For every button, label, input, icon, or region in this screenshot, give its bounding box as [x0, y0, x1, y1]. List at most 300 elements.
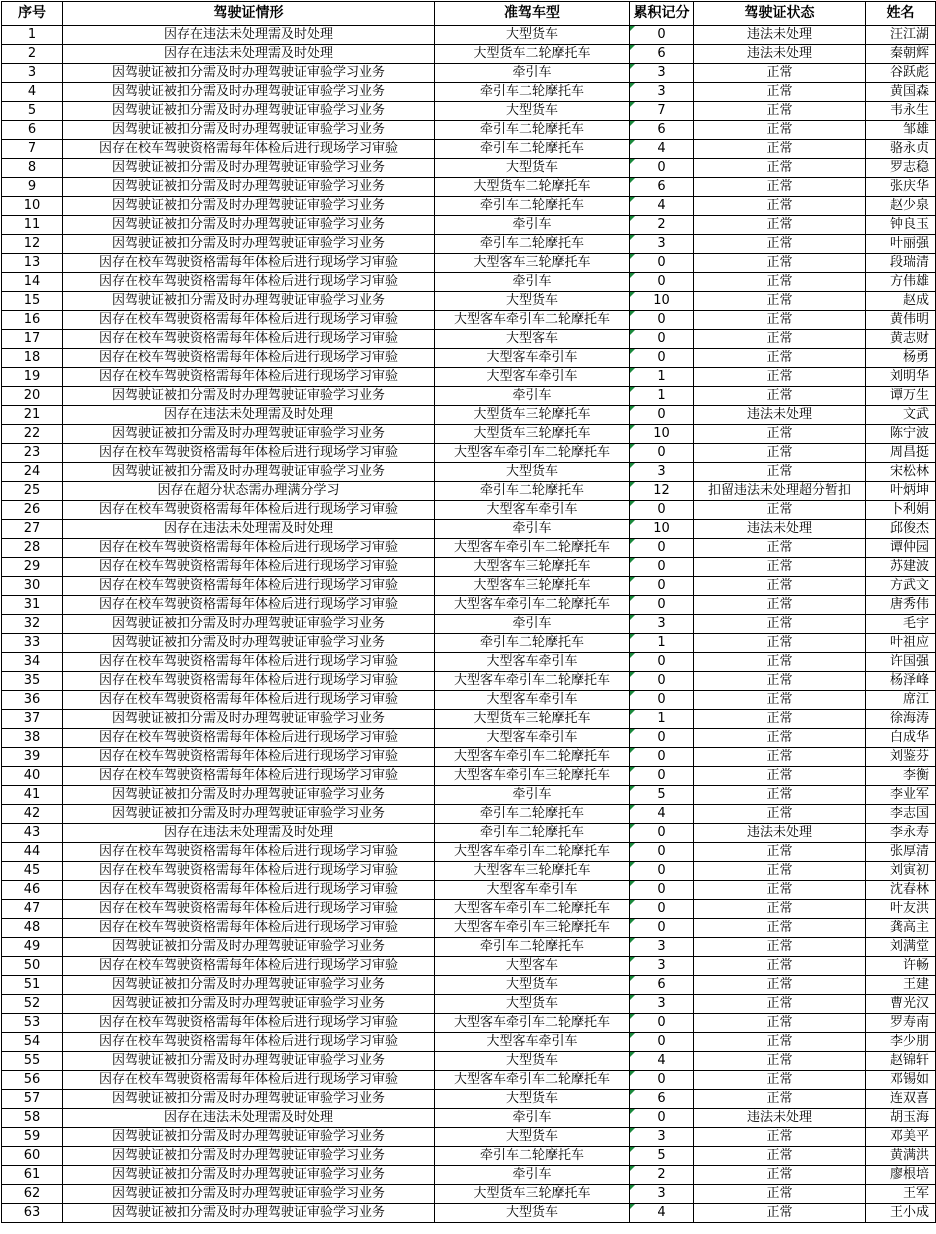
cell-points[interactable]: 0: [630, 501, 694, 520]
cell-name[interactable]: 叶炳坤: [866, 482, 936, 501]
cell-vehicle-class[interactable]: 牵引车二轮摩托车: [435, 140, 630, 159]
cell-name[interactable]: 王建: [866, 976, 936, 995]
cell-license-status[interactable]: 正常: [694, 691, 866, 710]
cell-points[interactable]: 0: [630, 577, 694, 596]
cell-index[interactable]: 3: [2, 64, 63, 83]
cell-index[interactable]: 39: [2, 748, 63, 767]
cell-vehicle-class[interactable]: 大型货车: [435, 1204, 630, 1223]
cell-vehicle-class[interactable]: 大型客车牵引车二轮摩托车: [435, 444, 630, 463]
cell-name[interactable]: 罗志稳: [866, 159, 936, 178]
cell-points[interactable]: 6: [630, 1090, 694, 1109]
cell-name[interactable]: 秦朝辉: [866, 45, 936, 64]
cell-name[interactable]: 刘寅初: [866, 862, 936, 881]
cell-license-status[interactable]: 正常: [694, 349, 866, 368]
cell-name[interactable]: 段瑞清: [866, 254, 936, 273]
cell-license-status[interactable]: 违法未处理: [694, 520, 866, 539]
cell-index[interactable]: 10: [2, 197, 63, 216]
cell-index[interactable]: 62: [2, 1185, 63, 1204]
cell-license-situation[interactable]: 因驾驶证被扣分需及时办理驾驶证审验学习业务: [63, 235, 435, 254]
cell-license-situation[interactable]: 因存在校车驾驶资格需每年体检后进行现场学习审验: [63, 748, 435, 767]
cell-points[interactable]: 1: [630, 387, 694, 406]
cell-license-status[interactable]: 正常: [694, 1071, 866, 1090]
cell-name[interactable]: 徐海涛: [866, 710, 936, 729]
cell-license-status[interactable]: 正常: [694, 178, 866, 197]
cell-index[interactable]: 40: [2, 767, 63, 786]
cell-license-status[interactable]: 违法未处理: [694, 26, 866, 45]
cell-index[interactable]: 33: [2, 634, 63, 653]
cell-license-status[interactable]: 正常: [694, 900, 866, 919]
cell-index[interactable]: 17: [2, 330, 63, 349]
cell-license-situation[interactable]: 因驾驶证被扣分需及时办理驾驶证审验学习业务: [63, 121, 435, 140]
cell-points[interactable]: 0: [630, 881, 694, 900]
cell-vehicle-class[interactable]: 牵引车: [435, 273, 630, 292]
cell-points[interactable]: 0: [630, 691, 694, 710]
cell-license-situation[interactable]: 因存在校车驾驶资格需每年体检后进行现场学习审验: [63, 349, 435, 368]
cell-license-situation[interactable]: 因驾驶证被扣分需及时办理驾驶证审验学习业务: [63, 1204, 435, 1223]
cell-vehicle-class[interactable]: 牵引车: [435, 520, 630, 539]
cell-index[interactable]: 32: [2, 615, 63, 634]
cell-index[interactable]: 9: [2, 178, 63, 197]
cell-index[interactable]: 48: [2, 919, 63, 938]
cell-license-situation[interactable]: 因存在违法未处理需及时处理: [63, 1109, 435, 1128]
cell-name[interactable]: 赵锦轩: [866, 1052, 936, 1071]
cell-name[interactable]: 毛宇: [866, 615, 936, 634]
cell-points[interactable]: 3: [630, 957, 694, 976]
cell-points[interactable]: 0: [630, 1109, 694, 1128]
cell-license-situation[interactable]: 因存在校车驾驶资格需每年体检后进行现场学习审验: [63, 1071, 435, 1090]
cell-vehicle-class[interactable]: 大型客车三轮摩托车: [435, 254, 630, 273]
cell-vehicle-class[interactable]: 牵引车二轮摩托车: [435, 235, 630, 254]
cell-vehicle-class[interactable]: 牵引车二轮摩托车: [435, 121, 630, 140]
cell-name[interactable]: 黄国森: [866, 83, 936, 102]
cell-vehicle-class[interactable]: 大型货车三轮摩托车: [435, 425, 630, 444]
cell-index[interactable]: 28: [2, 539, 63, 558]
cell-points[interactable]: 6: [630, 976, 694, 995]
cell-points[interactable]: 3: [630, 1128, 694, 1147]
cell-vehicle-class[interactable]: 大型货车: [435, 976, 630, 995]
cell-index[interactable]: 14: [2, 273, 63, 292]
cell-index[interactable]: 35: [2, 672, 63, 691]
cell-name[interactable]: 黄伟明: [866, 311, 936, 330]
cell-index[interactable]: 55: [2, 1052, 63, 1071]
cell-points[interactable]: 3: [630, 995, 694, 1014]
cell-vehicle-class[interactable]: 大型货车: [435, 26, 630, 45]
cell-license-status[interactable]: 正常: [694, 64, 866, 83]
cell-license-situation[interactable]: 因存在校车驾驶资格需每年体检后进行现场学习审验: [63, 368, 435, 387]
header-name[interactable]: 姓名: [866, 2, 936, 26]
cell-license-status[interactable]: 正常: [694, 1052, 866, 1071]
cell-name[interactable]: 方伟雄: [866, 273, 936, 292]
cell-index[interactable]: 8: [2, 159, 63, 178]
cell-vehicle-class[interactable]: 大型客车牵引车二轮摩托车: [435, 1014, 630, 1033]
cell-points[interactable]: 0: [630, 748, 694, 767]
cell-name[interactable]: 沈春林: [866, 881, 936, 900]
cell-name[interactable]: 苏建波: [866, 558, 936, 577]
cell-name[interactable]: 文武: [866, 406, 936, 425]
cell-index[interactable]: 1: [2, 26, 63, 45]
cell-license-situation[interactable]: 因驾驶证被扣分需及时办理驾驶证审验学习业务: [63, 995, 435, 1014]
cell-license-status[interactable]: 正常: [694, 235, 866, 254]
cell-license-status[interactable]: 正常: [694, 273, 866, 292]
cell-license-status[interactable]: 正常: [694, 767, 866, 786]
cell-vehicle-class[interactable]: 大型货车: [435, 159, 630, 178]
cell-license-status[interactable]: 正常: [694, 653, 866, 672]
cell-name[interactable]: 邓锡如: [866, 1071, 936, 1090]
cell-index[interactable]: 26: [2, 501, 63, 520]
cell-points[interactable]: 0: [630, 330, 694, 349]
cell-license-situation[interactable]: 因存在违法未处理需及时处理: [63, 520, 435, 539]
cell-index[interactable]: 45: [2, 862, 63, 881]
cell-license-situation[interactable]: 因存在校车驾驶资格需每年体检后进行现场学习审验: [63, 672, 435, 691]
cell-license-status[interactable]: 正常: [694, 1147, 866, 1166]
cell-points[interactable]: 0: [630, 653, 694, 672]
cell-name[interactable]: 王小成: [866, 1204, 936, 1223]
cell-points[interactable]: 4: [630, 1204, 694, 1223]
cell-index[interactable]: 22: [2, 425, 63, 444]
cell-vehicle-class[interactable]: 牵引车二轮摩托车: [435, 197, 630, 216]
cell-vehicle-class[interactable]: 牵引车: [435, 64, 630, 83]
cell-name[interactable]: 连双喜: [866, 1090, 936, 1109]
cell-license-situation[interactable]: 因驾驶证被扣分需及时办理驾驶证审验学习业务: [63, 1147, 435, 1166]
cell-name[interactable]: 谷跃彪: [866, 64, 936, 83]
cell-points[interactable]: 4: [630, 1052, 694, 1071]
cell-license-status[interactable]: 扣留违法未处理超分暂扣: [694, 482, 866, 501]
cell-index[interactable]: 44: [2, 843, 63, 862]
cell-points[interactable]: 0: [630, 26, 694, 45]
cell-name[interactable]: 邓美平: [866, 1128, 936, 1147]
cell-license-situation[interactable]: 因存在校车驾驶资格需每年体检后进行现场学习审验: [63, 843, 435, 862]
cell-vehicle-class[interactable]: 大型客车牵引车二轮摩托车: [435, 672, 630, 691]
cell-vehicle-class[interactable]: 牵引车二轮摩托车: [435, 938, 630, 957]
cell-license-situation[interactable]: 因驾驶证被扣分需及时办理驾驶证审验学习业务: [63, 292, 435, 311]
cell-points[interactable]: 0: [630, 843, 694, 862]
cell-index[interactable]: 56: [2, 1071, 63, 1090]
cell-name[interactable]: 张庆华: [866, 178, 936, 197]
cell-points[interactable]: 3: [630, 1185, 694, 1204]
cell-license-situation[interactable]: 因存在校车驾驶资格需每年体检后进行现场学习审验: [63, 881, 435, 900]
cell-index[interactable]: 6: [2, 121, 63, 140]
cell-points[interactable]: 6: [630, 178, 694, 197]
cell-points[interactable]: 1: [630, 634, 694, 653]
cell-license-status[interactable]: 正常: [694, 748, 866, 767]
cell-license-status[interactable]: 正常: [694, 672, 866, 691]
cell-points[interactable]: 0: [630, 862, 694, 881]
cell-vehicle-class[interactable]: 牵引车: [435, 387, 630, 406]
cell-license-situation[interactable]: 因驾驶证被扣分需及时办理驾驶证审验学习业务: [63, 102, 435, 121]
cell-vehicle-class[interactable]: 大型客车牵引车: [435, 653, 630, 672]
cell-index[interactable]: 42: [2, 805, 63, 824]
cell-license-status[interactable]: 正常: [694, 83, 866, 102]
cell-index[interactable]: 27: [2, 520, 63, 539]
cell-license-situation[interactable]: 因驾驶证被扣分需及时办理驾驶证审验学习业务: [63, 178, 435, 197]
cell-points[interactable]: 3: [630, 615, 694, 634]
header-index[interactable]: 序号: [2, 2, 63, 26]
cell-license-situation[interactable]: 因存在违法未处理需及时处理: [63, 45, 435, 64]
cell-points[interactable]: 0: [630, 672, 694, 691]
cell-vehicle-class[interactable]: 大型客车牵引车二轮摩托车: [435, 596, 630, 615]
cell-vehicle-class[interactable]: 大型客车牵引车二轮摩托车: [435, 1071, 630, 1090]
cell-points[interactable]: 0: [630, 558, 694, 577]
cell-license-status[interactable]: 正常: [694, 938, 866, 957]
cell-index[interactable]: 18: [2, 349, 63, 368]
cell-vehicle-class[interactable]: 大型客车牵引车: [435, 501, 630, 520]
cell-vehicle-class[interactable]: 大型货车二轮摩托车: [435, 178, 630, 197]
cell-index[interactable]: 13: [2, 254, 63, 273]
cell-index[interactable]: 30: [2, 577, 63, 596]
cell-points[interactable]: 0: [630, 596, 694, 615]
cell-points[interactable]: 1: [630, 368, 694, 387]
cell-license-situation[interactable]: 因存在校车驾驶资格需每年体检后进行现场学习审验: [63, 1014, 435, 1033]
cell-license-situation[interactable]: 因驾驶证被扣分需及时办理驾驶证审验学习业务: [63, 463, 435, 482]
cell-license-situation[interactable]: 因驾驶证被扣分需及时办理驾驶证审验学习业务: [63, 1090, 435, 1109]
cell-license-situation[interactable]: 因存在校车驾驶资格需每年体检后进行现场学习审验: [63, 311, 435, 330]
cell-license-situation[interactable]: 因存在违法未处理需及时处理: [63, 824, 435, 843]
cell-name[interactable]: 邱俊杰: [866, 520, 936, 539]
cell-name[interactable]: 李业军: [866, 786, 936, 805]
cell-name[interactable]: 卜利娟: [866, 501, 936, 520]
cell-license-situation[interactable]: 因存在校车驾驶资格需每年体检后进行现场学习审验: [63, 558, 435, 577]
cell-license-status[interactable]: 正常: [694, 425, 866, 444]
cell-name[interactable]: 黄满洪: [866, 1147, 936, 1166]
cell-vehicle-class[interactable]: 大型客车牵引车二轮摩托车: [435, 539, 630, 558]
cell-index[interactable]: 16: [2, 311, 63, 330]
cell-index[interactable]: 12: [2, 235, 63, 254]
cell-name[interactable]: 周昌挺: [866, 444, 936, 463]
cell-index[interactable]: 34: [2, 653, 63, 672]
cell-index[interactable]: 29: [2, 558, 63, 577]
cell-name[interactable]: 罗寿南: [866, 1014, 936, 1033]
cell-points[interactable]: 3: [630, 938, 694, 957]
cell-name[interactable]: 谭仲园: [866, 539, 936, 558]
cell-license-situation[interactable]: 因驾驶证被扣分需及时办理驾驶证审验学习业务: [63, 159, 435, 178]
cell-license-situation[interactable]: 因存在校车驾驶资格需每年体检后进行现场学习审验: [63, 444, 435, 463]
cell-license-situation[interactable]: 因驾驶证被扣分需及时办理驾驶证审验学习业务: [63, 216, 435, 235]
cell-index[interactable]: 54: [2, 1033, 63, 1052]
cell-license-situation[interactable]: 因存在校车驾驶资格需每年体检后进行现场学习审验: [63, 596, 435, 615]
cell-name[interactable]: 叶祖应: [866, 634, 936, 653]
cell-license-situation[interactable]: 因存在校车驾驶资格需每年体检后进行现场学习审验: [63, 254, 435, 273]
cell-index[interactable]: 25: [2, 482, 63, 501]
cell-vehicle-class[interactable]: 牵引车: [435, 615, 630, 634]
cell-name[interactable]: 李志国: [866, 805, 936, 824]
cell-vehicle-class[interactable]: 大型客车牵引车三轮摩托车: [435, 767, 630, 786]
cell-index[interactable]: 7: [2, 140, 63, 159]
cell-points[interactable]: 12: [630, 482, 694, 501]
cell-license-situation[interactable]: 因存在校车驾驶资格需每年体检后进行现场学习审验: [63, 691, 435, 710]
cell-points[interactable]: 0: [630, 1033, 694, 1052]
cell-points[interactable]: 7: [630, 102, 694, 121]
cell-license-situation[interactable]: 因存在超分状态需办理满分学习: [63, 482, 435, 501]
cell-name[interactable]: 李衡: [866, 767, 936, 786]
cell-name[interactable]: 龚高主: [866, 919, 936, 938]
cell-index[interactable]: 50: [2, 957, 63, 976]
cell-index[interactable]: 24: [2, 463, 63, 482]
cell-name[interactable]: 刘明华: [866, 368, 936, 387]
cell-license-situation[interactable]: 因驾驶证被扣分需及时办理驾驶证审验学习业务: [63, 786, 435, 805]
cell-index[interactable]: 31: [2, 596, 63, 615]
cell-license-status[interactable]: 正常: [694, 596, 866, 615]
cell-vehicle-class[interactable]: 大型货车: [435, 995, 630, 1014]
cell-points[interactable]: 4: [630, 140, 694, 159]
cell-points[interactable]: 1: [630, 710, 694, 729]
cell-points[interactable]: 3: [630, 235, 694, 254]
cell-points[interactable]: 5: [630, 786, 694, 805]
cell-vehicle-class[interactable]: 牵引车: [435, 216, 630, 235]
cell-license-situation[interactable]: 因驾驶证被扣分需及时办理驾驶证审验学习业务: [63, 1166, 435, 1185]
cell-license-status[interactable]: 正常: [694, 558, 866, 577]
cell-name[interactable]: 杨勇: [866, 349, 936, 368]
cell-license-situation[interactable]: 因存在校车驾驶资格需每年体检后进行现场学习审验: [63, 900, 435, 919]
cell-index[interactable]: 59: [2, 1128, 63, 1147]
cell-index[interactable]: 57: [2, 1090, 63, 1109]
cell-license-situation[interactable]: 因存在校车驾驶资格需每年体检后进行现场学习审验: [63, 539, 435, 558]
cell-license-status[interactable]: 正常: [694, 102, 866, 121]
cell-license-status[interactable]: 正常: [694, 634, 866, 653]
cell-points[interactable]: 0: [630, 159, 694, 178]
cell-vehicle-class[interactable]: 大型客车三轮摩托车: [435, 577, 630, 596]
cell-name[interactable]: 许畅: [866, 957, 936, 976]
cell-name[interactable]: 廖根培: [866, 1166, 936, 1185]
cell-name[interactable]: 胡玉海: [866, 1109, 936, 1128]
cell-vehicle-class[interactable]: 大型货车三轮摩托车: [435, 1185, 630, 1204]
cell-license-status[interactable]: 违法未处理: [694, 824, 866, 843]
cell-points[interactable]: 0: [630, 349, 694, 368]
cell-name[interactable]: 谭万生: [866, 387, 936, 406]
cell-vehicle-class[interactable]: 牵引车二轮摩托车: [435, 482, 630, 501]
cell-license-status[interactable]: 正常: [694, 121, 866, 140]
cell-name[interactable]: 杨泽峰: [866, 672, 936, 691]
cell-license-status[interactable]: 正常: [694, 539, 866, 558]
cell-license-situation[interactable]: 因驾驶证被扣分需及时办理驾驶证审验学习业务: [63, 1185, 435, 1204]
cell-index[interactable]: 20: [2, 387, 63, 406]
cell-license-status[interactable]: 正常: [694, 1185, 866, 1204]
cell-license-status[interactable]: 正常: [694, 881, 866, 900]
cell-vehicle-class[interactable]: 大型货车: [435, 1090, 630, 1109]
cell-license-status[interactable]: 正常: [694, 862, 866, 881]
cell-name[interactable]: 白成华: [866, 729, 936, 748]
cell-vehicle-class[interactable]: 牵引车二轮摩托车: [435, 83, 630, 102]
cell-vehicle-class[interactable]: 大型客车: [435, 957, 630, 976]
cell-name[interactable]: 席江: [866, 691, 936, 710]
cell-name[interactable]: 赵成: [866, 292, 936, 311]
cell-license-status[interactable]: 正常: [694, 577, 866, 596]
cell-name[interactable]: 许国强: [866, 653, 936, 672]
cell-vehicle-class[interactable]: 大型客车牵引车二轮摩托车: [435, 311, 630, 330]
cell-name[interactable]: 方武文: [866, 577, 936, 596]
cell-license-situation[interactable]: 因存在校车驾驶资格需每年体检后进行现场学习审验: [63, 501, 435, 520]
cell-vehicle-class[interactable]: 牵引车二轮摩托车: [435, 1147, 630, 1166]
cell-points[interactable]: 0: [630, 254, 694, 273]
cell-license-situation[interactable]: 因驾驶证被扣分需及时办理驾驶证审验学习业务: [63, 1052, 435, 1071]
cell-index[interactable]: 4: [2, 83, 63, 102]
cell-vehicle-class[interactable]: 大型客车牵引车三轮摩托车: [435, 919, 630, 938]
cell-name[interactable]: 张厚清: [866, 843, 936, 862]
cell-name[interactable]: 钟良玉: [866, 216, 936, 235]
cell-points[interactable]: 3: [630, 64, 694, 83]
cell-vehicle-class[interactable]: 大型客车牵引车二轮摩托车: [435, 748, 630, 767]
cell-license-situation[interactable]: 因存在违法未处理需及时处理: [63, 26, 435, 45]
cell-license-status[interactable]: 正常: [694, 1204, 866, 1223]
cell-points[interactable]: 0: [630, 311, 694, 330]
cell-license-status[interactable]: 正常: [694, 216, 866, 235]
cell-index[interactable]: 19: [2, 368, 63, 387]
cell-license-status[interactable]: 正常: [694, 140, 866, 159]
cell-name[interactable]: 陈宁波: [866, 425, 936, 444]
cell-license-situation[interactable]: 因存在校车驾驶资格需每年体检后进行现场学习审验: [63, 862, 435, 881]
cell-points[interactable]: 4: [630, 197, 694, 216]
cell-points[interactable]: 0: [630, 900, 694, 919]
cell-index[interactable]: 38: [2, 729, 63, 748]
cell-name[interactable]: 唐秀伟: [866, 596, 936, 615]
cell-vehicle-class[interactable]: 大型客车牵引车二轮摩托车: [435, 900, 630, 919]
cell-vehicle-class[interactable]: 大型客车牵引车: [435, 729, 630, 748]
cell-index[interactable]: 61: [2, 1166, 63, 1185]
cell-index[interactable]: 23: [2, 444, 63, 463]
cell-name[interactable]: 李永寿: [866, 824, 936, 843]
cell-points[interactable]: 0: [630, 824, 694, 843]
cell-vehicle-class[interactable]: 大型货车: [435, 292, 630, 311]
cell-license-status[interactable]: 正常: [694, 197, 866, 216]
cell-name[interactable]: 曹光汉: [866, 995, 936, 1014]
cell-license-status[interactable]: 正常: [694, 995, 866, 1014]
cell-license-status[interactable]: 正常: [694, 387, 866, 406]
cell-index[interactable]: 11: [2, 216, 63, 235]
cell-index[interactable]: 21: [2, 406, 63, 425]
cell-points[interactable]: 10: [630, 292, 694, 311]
cell-license-situation[interactable]: 因存在校车驾驶资格需每年体检后进行现场学习审验: [63, 140, 435, 159]
cell-index[interactable]: 36: [2, 691, 63, 710]
cell-vehicle-class[interactable]: 大型货车三轮摩托车: [435, 710, 630, 729]
header-points[interactable]: 累积记分: [630, 2, 694, 26]
cell-license-status[interactable]: 正常: [694, 1033, 866, 1052]
cell-license-status[interactable]: 正常: [694, 1128, 866, 1147]
cell-license-status[interactable]: 正常: [694, 463, 866, 482]
cell-index[interactable]: 53: [2, 1014, 63, 1033]
cell-license-status[interactable]: 正常: [694, 501, 866, 520]
cell-index[interactable]: 63: [2, 1204, 63, 1223]
cell-license-status[interactable]: 正常: [694, 957, 866, 976]
cell-name[interactable]: 宋松林: [866, 463, 936, 482]
cell-license-situation[interactable]: 因驾驶证被扣分需及时办理驾驶证审验学习业务: [63, 976, 435, 995]
cell-license-status[interactable]: 正常: [694, 292, 866, 311]
cell-index[interactable]: 43: [2, 824, 63, 843]
cell-license-status[interactable]: 正常: [694, 368, 866, 387]
cell-points[interactable]: 0: [630, 539, 694, 558]
cell-vehicle-class[interactable]: 大型货车: [435, 1052, 630, 1071]
cell-points[interactable]: 0: [630, 767, 694, 786]
cell-name[interactable]: 骆永贞: [866, 140, 936, 159]
cell-license-situation[interactable]: 因存在校车驾驶资格需每年体检后进行现场学习审验: [63, 729, 435, 748]
cell-points[interactable]: 0: [630, 444, 694, 463]
cell-license-status[interactable]: 正常: [694, 976, 866, 995]
cell-points[interactable]: 2: [630, 216, 694, 235]
cell-points[interactable]: 6: [630, 121, 694, 140]
cell-license-situation[interactable]: 因存在校车驾驶资格需每年体检后进行现场学习审验: [63, 1033, 435, 1052]
cell-license-situation[interactable]: 因存在校车驾驶资格需每年体检后进行现场学习审验: [63, 767, 435, 786]
cell-index[interactable]: 58: [2, 1109, 63, 1128]
cell-vehicle-class[interactable]: 牵引车二轮摩托车: [435, 805, 630, 824]
cell-vehicle-class[interactable]: 大型货车: [435, 463, 630, 482]
cell-vehicle-class[interactable]: 牵引车: [435, 786, 630, 805]
cell-license-situation[interactable]: 因驾驶证被扣分需及时办理驾驶证审验学习业务: [63, 64, 435, 83]
cell-vehicle-class[interactable]: 牵引车二轮摩托车: [435, 824, 630, 843]
cell-name[interactable]: 汪江湖: [866, 26, 936, 45]
cell-license-situation[interactable]: 因存在校车驾驶资格需每年体检后进行现场学习审验: [63, 273, 435, 292]
cell-vehicle-class[interactable]: 大型货车二轮摩托车: [435, 45, 630, 64]
cell-points[interactable]: 10: [630, 520, 694, 539]
cell-points[interactable]: 0: [630, 273, 694, 292]
cell-name[interactable]: 邹雄: [866, 121, 936, 140]
